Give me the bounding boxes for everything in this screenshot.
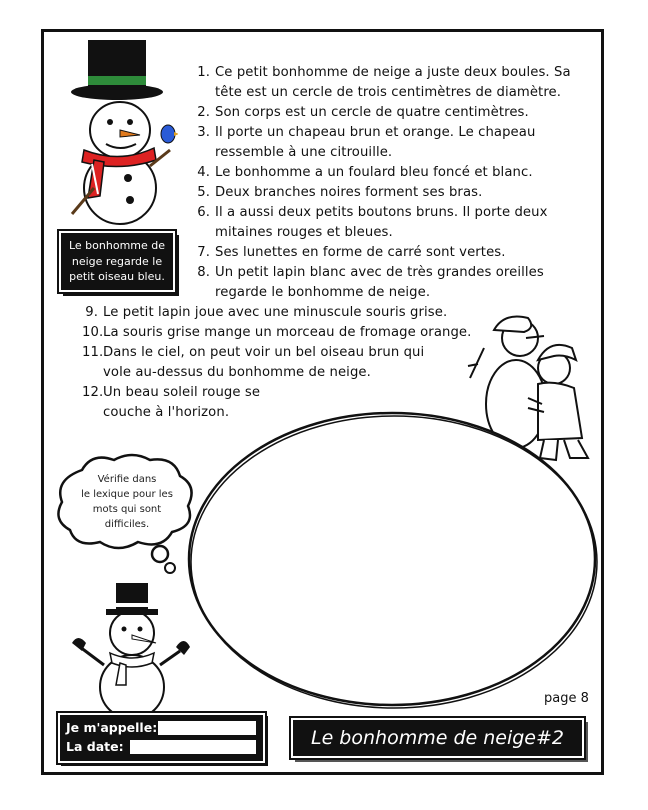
name-date-box [58, 713, 265, 763]
worksheet-title [291, 718, 584, 758]
item-number: 10. [82, 325, 104, 340]
item-text: Le bonhomme a un foulard bleu foncé et blanc. [215, 165, 533, 180]
caption-line: Le bonhomme de [68, 239, 166, 253]
item-number: 7. [197, 245, 210, 260]
item-text: tête est un cercle de trois centimètres de diamètre. [215, 85, 562, 100]
snowman-with-bird-illustration [58, 38, 178, 228]
worksheet-page [41, 29, 604, 775]
thought-line: le lexique pour les [81, 489, 173, 500]
item-text: Un beau soleil rouge se [103, 385, 261, 400]
item-text: couche à l'horizon. [103, 405, 230, 420]
item-number: 8. [197, 265, 210, 280]
item-text: Le petit lapin joue avec une minuscule souris grise. [103, 305, 448, 320]
thought-line: mots qui sont [92, 504, 162, 515]
item-number: 11. [82, 345, 104, 360]
item-text: ressemble à une citrouille. [215, 145, 393, 160]
caption-line: petit oiseau bleu. [69, 270, 165, 284]
item-text: mitaines rouges et bleues. [215, 225, 393, 240]
drawing-area-oval[interactable] [184, 407, 604, 717]
item-text: Son corps est un cercle de quatre centimètres. [215, 105, 529, 120]
name-field[interactable] [158, 721, 256, 735]
item-text: Ce petit bonhomme de neige a juste deux boules. Sa [215, 65, 571, 80]
thought-line: difficiles. [104, 519, 150, 530]
item-text: Ses lunettes en forme de carré sont vertes. [215, 245, 506, 260]
thought-bubble-text [67, 472, 187, 532]
instruction-item [194, 203, 594, 223]
snowman-thinking-illustration [64, 577, 194, 717]
instruction-item [82, 303, 502, 323]
item-text: vole au-dessus du bonhomme de neige. [103, 365, 371, 380]
item-text: Dans le ciel, on peut voir un bel oiseau brun qui [103, 345, 425, 360]
date-label: La date: [66, 739, 124, 754]
date-field[interactable] [130, 740, 256, 754]
item-text: Il porte un chapeau brun et orange. Le chapeau [215, 125, 536, 140]
name-label: Je m'appelle: [66, 720, 158, 735]
instruction-item [194, 103, 594, 123]
page-number: page 8 [544, 691, 589, 706]
instruction-item [194, 263, 594, 283]
illustration-caption [59, 231, 175, 292]
instruction-item [82, 343, 502, 363]
item-text: La souris grise mange un morceau de fromage orange. [103, 325, 472, 340]
instruction-item [194, 163, 594, 183]
item-number: 9. [85, 305, 98, 320]
item-number: 1. [197, 65, 210, 80]
instruction-item [194, 183, 594, 203]
instruction-item [194, 123, 594, 143]
item-text: Deux branches noires forment ses bras. [215, 185, 483, 200]
title-text: Le bonhomme de neige#2 [310, 727, 564, 749]
item-text: Un petit lapin blanc avec de très grandes oreilles [215, 265, 544, 280]
instruction-item [82, 323, 502, 343]
instruction-list-lower [82, 303, 502, 383]
instruction-item [194, 63, 594, 83]
item-number: 5. [197, 185, 210, 200]
item-text: regarde le bonhomme de neige. [215, 285, 431, 300]
item-number: 3. [197, 125, 210, 140]
item-number: 12. [82, 385, 104, 400]
item-text: Il a aussi deux petits boutons bruns. Il porte deux [215, 205, 548, 220]
thought-line: Vérifie dans [97, 474, 157, 485]
instruction-item [82, 383, 342, 403]
instruction-list-upper [194, 63, 594, 303]
instruction-item [194, 243, 594, 263]
caption-line: neige regarde le [71, 254, 163, 268]
item-number: 2. [197, 105, 210, 120]
item-number: 6. [197, 205, 210, 220]
instruction-list-last [82, 383, 342, 423]
item-number: 4. [197, 165, 210, 180]
